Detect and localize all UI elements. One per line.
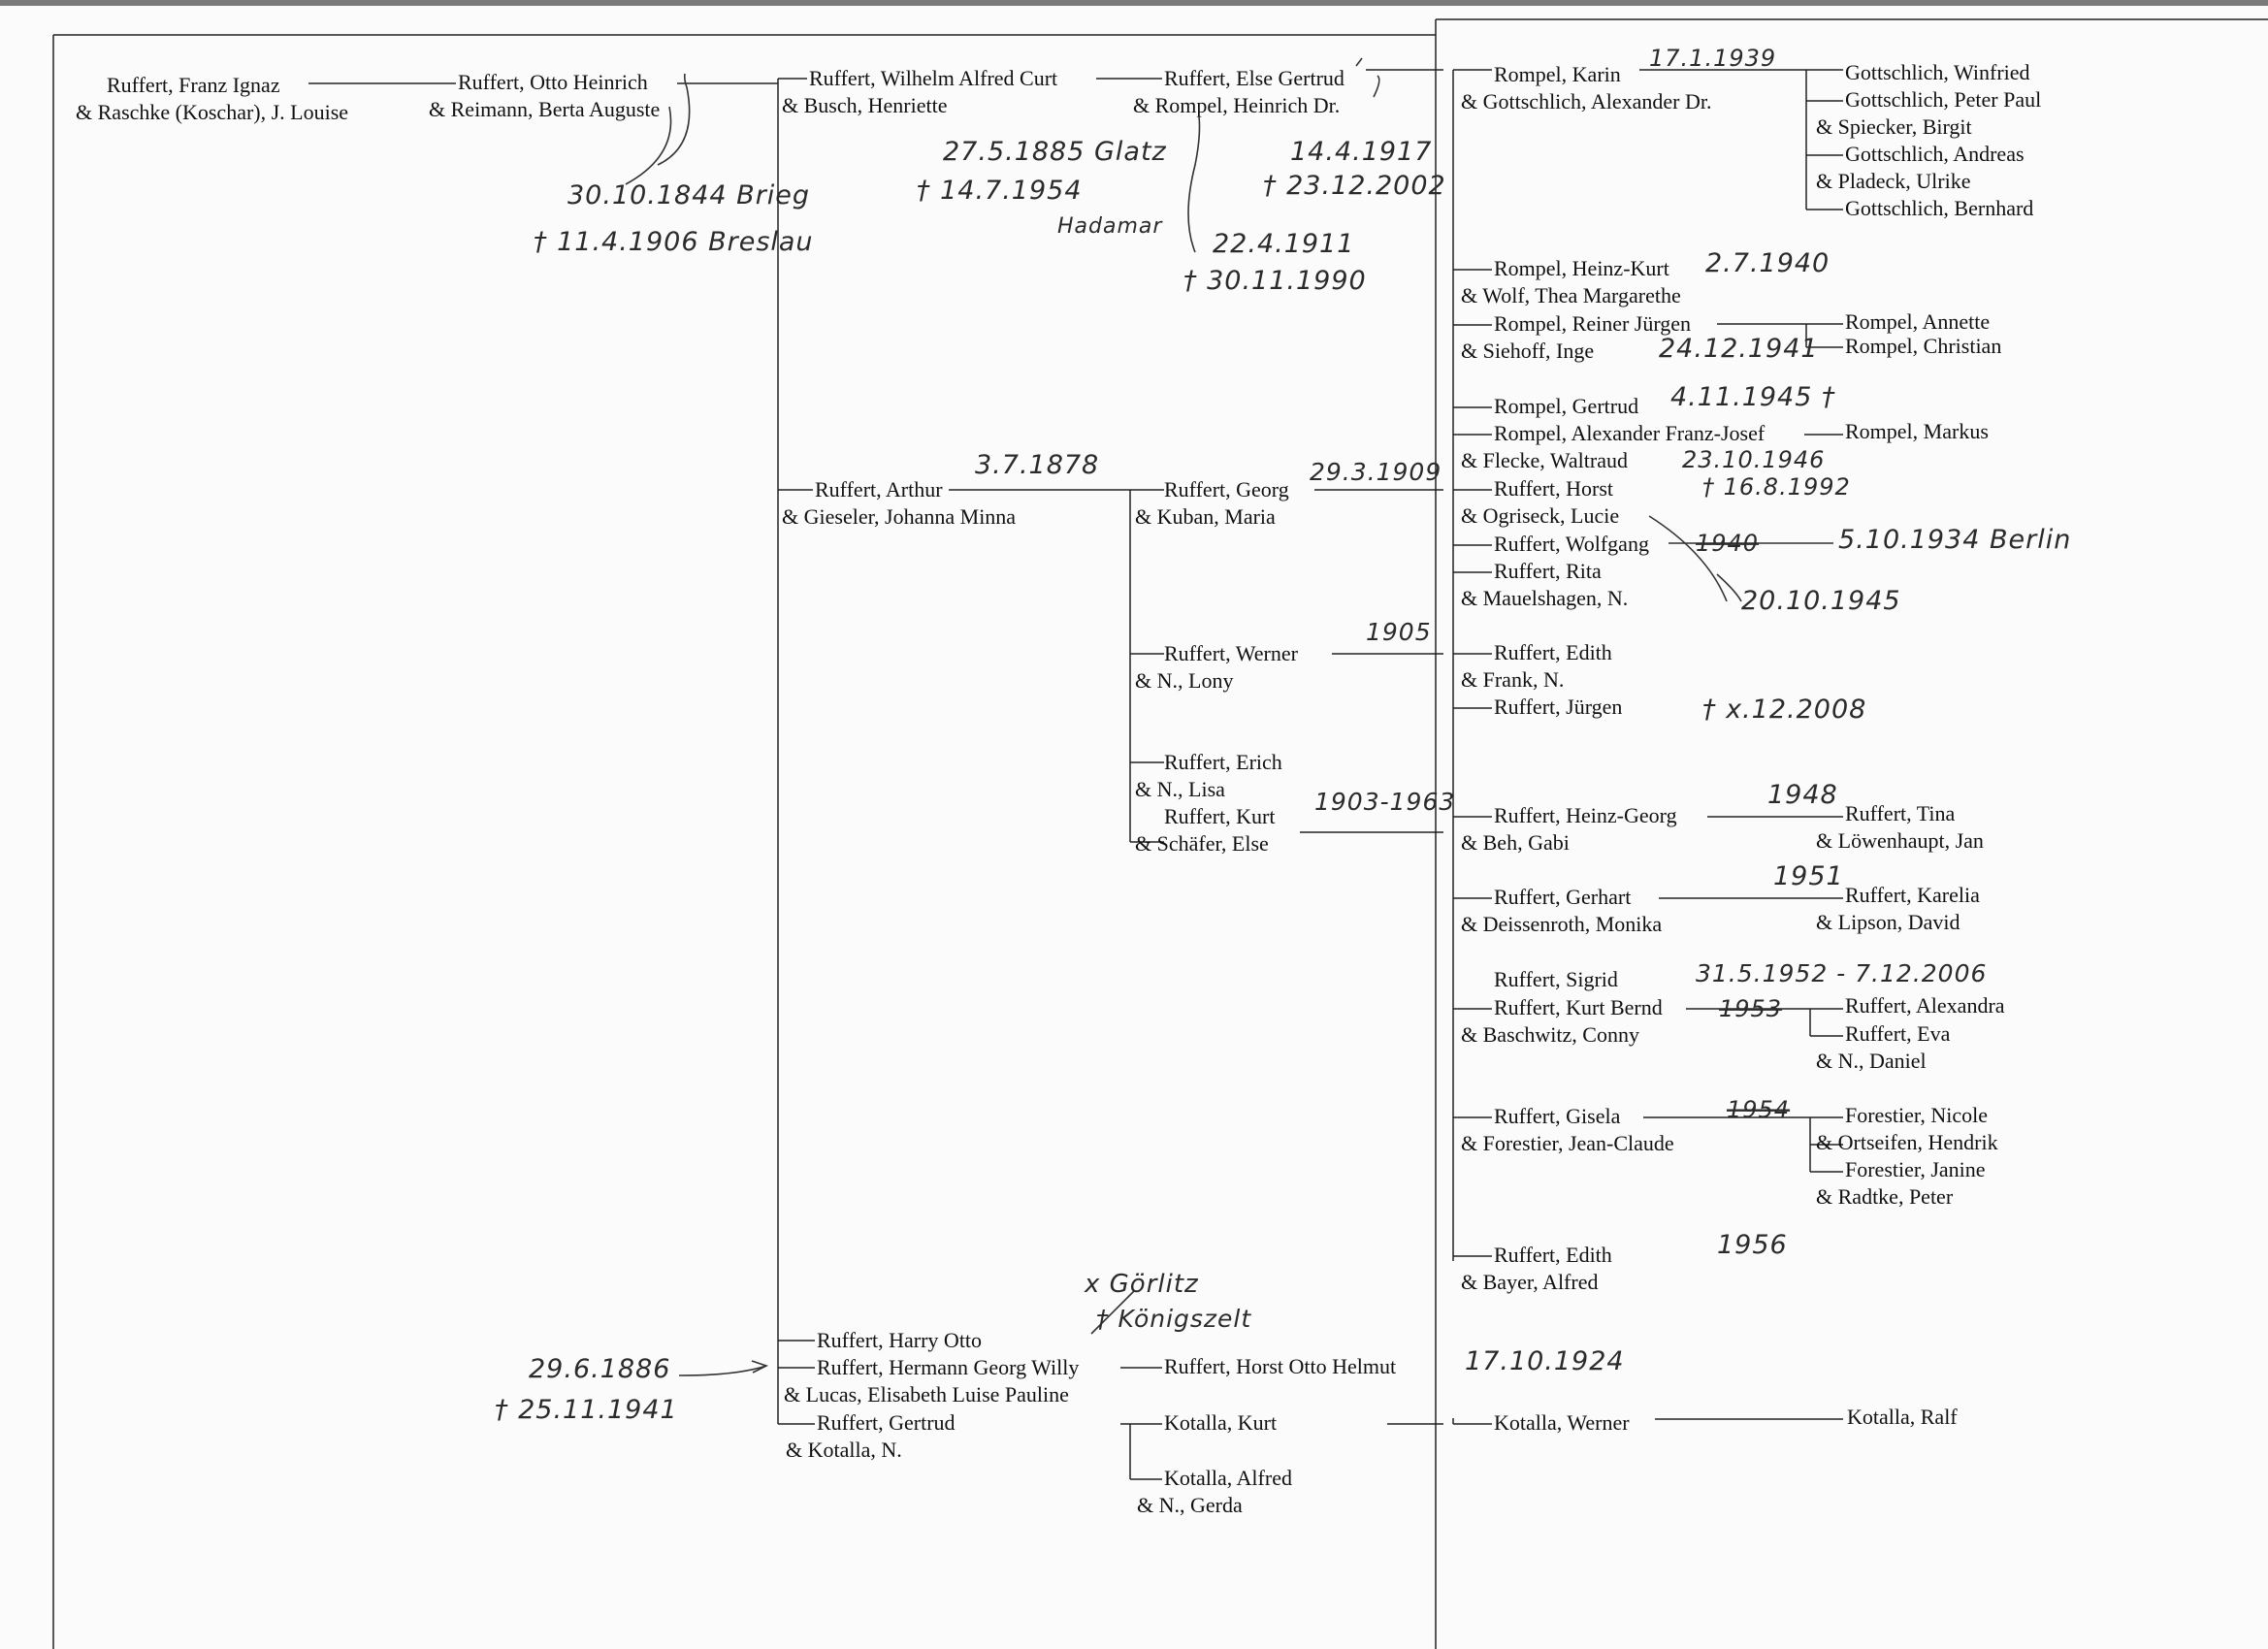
spouse-else-row: & Rompel, Heinrich Dr. bbox=[1133, 93, 1341, 117]
name-alfredk-row bbox=[1164, 1466, 1292, 1490]
spouse-else: Rompel, Heinrich Dr. bbox=[1154, 93, 1341, 117]
spouse-nicole: Ortseifen, Hendrik bbox=[1837, 1130, 1998, 1154]
note-hermann-death: † 25.11.1941 bbox=[495, 1395, 678, 1425]
name-harry-row bbox=[817, 1328, 982, 1352]
name-winfried-row bbox=[1845, 60, 2030, 84]
note-heinrich-birth: 22.4.1911 bbox=[1213, 229, 1355, 259]
name-gerhart: Ruffert, Gerhart bbox=[1494, 885, 1632, 909]
name-franz: Ruffert, Franz Ignaz bbox=[107, 73, 280, 97]
name-kurtbernd-row bbox=[1494, 995, 1663, 1019]
name-tina: Ruffert, Tina bbox=[1845, 801, 1956, 825]
spouse-kurtbernd: Baschwitz, Conny bbox=[1482, 1022, 1639, 1047]
name-hermann-row bbox=[817, 1355, 1079, 1379]
spouse-gisela-row: & Forestier, Jean-Claude bbox=[1461, 1131, 1674, 1155]
spouse-wilhelm: Busch, Henriette bbox=[803, 93, 948, 117]
name-sigrid: Ruffert, Sigrid bbox=[1494, 967, 1618, 991]
note-wilhelm-place: Hadamar bbox=[1057, 214, 1163, 239]
spouse-edith1-row: & Frank, N. bbox=[1461, 667, 1565, 692]
person-entries bbox=[76, 60, 2041, 1517]
spouse-erich-row: & N., Lisa bbox=[1135, 777, 1225, 801]
note-sigrid-dates: 31.5.1952 - 7.12.2006 bbox=[1696, 959, 1988, 987]
name-kurtk-row bbox=[1164, 1410, 1277, 1435]
spouse-tina-row: & Löwenhaupt, Jan bbox=[1816, 828, 1984, 853]
name-annette: Rompel, Annette bbox=[1845, 309, 1991, 334]
spouse-edith2-row: & Bayer, Alfred bbox=[1461, 1270, 1599, 1294]
spouse-otto: Reimann, Berta Auguste bbox=[450, 97, 661, 121]
name-wernerk: Kotalla, Werner bbox=[1494, 1410, 1630, 1435]
note-harry-death: † Königszelt bbox=[1096, 1305, 1252, 1333]
name-wolfgang: Ruffert, Wolfgang bbox=[1494, 532, 1649, 556]
spouse-rita-row: & Mauelshagen, N. bbox=[1461, 586, 1629, 610]
spouse-gertrud1: Kotalla, N. bbox=[807, 1438, 902, 1462]
spouse-alexfj: Flecke, Waltraud bbox=[1482, 448, 1628, 472]
name-horsto-row bbox=[1164, 1354, 1396, 1378]
name-else: Ruffert, Else Gertrud bbox=[1164, 66, 1345, 90]
note-werner-year: 1905 bbox=[1366, 618, 1432, 646]
name-eva: Ruffert, Eva bbox=[1845, 1021, 1951, 1046]
spouse-kurt-row: & Schäfer, Else bbox=[1135, 831, 1269, 856]
name-rita-row bbox=[1494, 559, 1602, 583]
name-edith1: Ruffert, Edith bbox=[1494, 640, 1612, 664]
spouse-wilhelm-row: & Busch, Henriette bbox=[782, 93, 948, 117]
note-otto-death: † 11.4.1906 Breslau bbox=[534, 227, 814, 257]
spouse-janine: Radtke, Peter bbox=[1837, 1184, 1954, 1209]
spouse-gertrud1-row: & Kotalla, N. bbox=[786, 1438, 902, 1462]
spouse-karelia-row: & Lipson, David bbox=[1816, 910, 1960, 934]
name-heinzgeorg: Ruffert, Heinz-Georg bbox=[1494, 803, 1677, 827]
name-christian: Rompel, Christian bbox=[1845, 334, 2002, 358]
name-hermann: Ruffert, Hermann Georg Willy bbox=[817, 1355, 1080, 1379]
note-otto-birth: 30.10.1844 Brieg bbox=[567, 180, 811, 210]
name-peterpaul: Gottschlich, Peter Paul bbox=[1845, 87, 2042, 112]
note-juergen-death: † x.12.2008 bbox=[1702, 695, 1867, 725]
name-alexfj-row bbox=[1494, 421, 1766, 445]
spouse-otto-row: & Reimann, Berta Auguste bbox=[429, 97, 661, 121]
name-andreas: Gottschlich, Andreas bbox=[1845, 142, 2025, 166]
spouse-edith2: Bayer, Alfred bbox=[1482, 1270, 1599, 1294]
name-gertrudr-row bbox=[1494, 394, 1638, 418]
name-alexandra-row bbox=[1845, 993, 2005, 1018]
name-bernhard: Gottschlich, Bernhard bbox=[1845, 196, 2034, 220]
name-sigrid-row bbox=[1494, 967, 1618, 991]
spouse-gerhart-row: & Deissenroth, Monika bbox=[1461, 912, 1663, 936]
spouse-alfredk-row: & N., Gerda bbox=[1137, 1493, 1243, 1517]
name-kurtbernd: Ruffert, Kurt Bernd bbox=[1494, 995, 1663, 1019]
spouse-georg-row: & Kuban, Maria bbox=[1135, 504, 1276, 529]
name-gertrud1-row bbox=[817, 1410, 956, 1435]
spouse-rita: Mauelshagen, N. bbox=[1482, 586, 1629, 610]
spouse-werner-row: & N., Lony bbox=[1135, 668, 1234, 693]
note-hermann-birth: 29.6.1886 bbox=[529, 1354, 671, 1384]
name-annette-row bbox=[1845, 309, 1990, 334]
spouse-peterpaul: Spiecker, Birgit bbox=[1837, 114, 1972, 139]
name-otto: Ruffert, Otto Heinrich bbox=[458, 70, 648, 94]
note-horst-birth: 5.10.1934 Berlin bbox=[1838, 525, 2072, 555]
spouse-franz-row: & Raschke (Koschar), J. Louise bbox=[76, 100, 349, 124]
spouse-tina: Löwenhaupt, Jan bbox=[1837, 828, 1984, 853]
spouse-franz: Raschke (Koschar), J. Louise bbox=[97, 100, 349, 124]
spouse-arthur-row: & Gieseler, Johanna Minna bbox=[782, 504, 1017, 529]
note-kurt-years: 1903-1963 bbox=[1314, 788, 1456, 816]
name-markus-row bbox=[1845, 419, 1989, 443]
name-horst: Ruffert, Horst bbox=[1494, 476, 1614, 501]
name-ralf: Kotalla, Ralf bbox=[1847, 1405, 1958, 1429]
name-gisela: Ruffert, Gisela bbox=[1494, 1104, 1621, 1128]
spouse-eva: N., Daniel bbox=[1837, 1049, 1927, 1073]
spouse-werner: N., Lony bbox=[1156, 668, 1234, 693]
name-alfredk: Kotalla, Alfred bbox=[1164, 1466, 1292, 1490]
name-heinzkurt-row bbox=[1494, 256, 1669, 280]
name-harry: Ruffert, Harry Otto bbox=[817, 1328, 983, 1352]
note-wilhelm-birth: 27.5.1885 Glatz bbox=[943, 137, 1167, 167]
name-werner: Ruffert, Werner bbox=[1164, 641, 1298, 665]
spouse-heinzkurt: Wolf, Thea Margarethe bbox=[1482, 283, 1681, 307]
name-wilhelm-row bbox=[809, 66, 1057, 90]
name-gertrud1: Ruffert, Gertrud bbox=[817, 1410, 956, 1435]
name-nicole: Forestier, Nicole bbox=[1845, 1103, 1988, 1127]
spouse-karin: Gottschlich, Alexander Dr. bbox=[1482, 89, 1712, 113]
name-gertrudr: Rompel, Gertrud bbox=[1494, 394, 1639, 418]
spouse-kurt: Schäfer, Else bbox=[1156, 831, 1269, 856]
name-karin: Rompel, Karin bbox=[1494, 62, 1621, 86]
spouse-karelia: Lipson, David bbox=[1837, 910, 1960, 934]
name-heinzkurt: Rompel, Heinz-Kurt bbox=[1494, 256, 1669, 280]
name-ralf-row bbox=[1847, 1405, 1958, 1429]
spouse-kurtbernd-row: & Baschwitz, Conny bbox=[1461, 1022, 1639, 1047]
spouse-heinzgeorg-row: & Beh, Gabi bbox=[1461, 830, 1570, 855]
note-gertrudr-birth: 4.11.1945 † bbox=[1670, 382, 1836, 412]
name-karin-row bbox=[1494, 62, 1621, 86]
note-horsto-birth: 17.10.1924 bbox=[1465, 1346, 1625, 1376]
spouse-andreas-row: & Pladeck, Ulrike bbox=[1816, 169, 1971, 193]
name-wilhelm: Ruffert, Wilhelm Alfred Curt bbox=[809, 66, 1058, 90]
spouse-gisela: Forestier, Jean-Claude bbox=[1482, 1131, 1674, 1155]
note-rita-birth: 20.10.1945 bbox=[1741, 586, 1901, 616]
name-karelia-row bbox=[1845, 883, 1980, 907]
name-edith2-row bbox=[1494, 1243, 1612, 1267]
name-janine-row bbox=[1845, 1157, 1986, 1181]
name-bernhard-row bbox=[1845, 196, 2033, 220]
spouse-gerhart: Deissenroth, Monika bbox=[1482, 912, 1663, 936]
note-heinrich-death: † 30.11.1990 bbox=[1183, 266, 1367, 296]
name-nicole-row bbox=[1845, 1103, 1988, 1127]
note-else-birth: 14.4.1917 bbox=[1290, 137, 1433, 167]
spouse-hermann: Lucas, Elisabeth Luise Pauline bbox=[805, 1382, 1069, 1406]
name-horsto: Ruffert, Horst Otto Helmut bbox=[1164, 1354, 1397, 1378]
spouse-edith1: Frank, N. bbox=[1482, 667, 1565, 692]
spouse-heinzgeorg: Beh, Gabi bbox=[1482, 830, 1570, 855]
spouse-alfredk: N., Gerda bbox=[1158, 1493, 1243, 1517]
name-heinzgeorg-row bbox=[1494, 803, 1677, 827]
name-erich-row bbox=[1164, 750, 1282, 774]
name-reiner-row bbox=[1494, 311, 1691, 336]
name-gisela-row bbox=[1494, 1104, 1621, 1128]
name-kurtk: Kotalla, Kurt bbox=[1164, 1410, 1278, 1435]
spouse-nicole-row: & Ortseifen, Hendrik bbox=[1816, 1130, 1998, 1154]
note-georg-birth: 29.3.1909 bbox=[1310, 458, 1442, 486]
name-andreas-row bbox=[1845, 142, 2025, 166]
name-arthur: Ruffert, Arthur bbox=[815, 477, 943, 501]
note-heinzgeorg-year: 1948 bbox=[1767, 780, 1838, 810]
note-reiner-birth: 24.12.1941 bbox=[1659, 334, 1819, 364]
name-franz-row bbox=[107, 73, 280, 97]
note-gisela-year: 1954 bbox=[1727, 1096, 1791, 1123]
name-alexandra: Ruffert, Alexandra bbox=[1845, 993, 2005, 1018]
name-gerhart-row bbox=[1494, 885, 1631, 909]
spouse-peterpaul-row: & Spiecker, Birgit bbox=[1816, 114, 1972, 139]
name-else-row bbox=[1164, 66, 1345, 90]
note-arthur-birth: 3.7.1878 bbox=[975, 450, 1100, 480]
note-wolfgang-year: 1940 bbox=[1696, 530, 1760, 557]
spouse-georg: Kuban, Maria bbox=[1156, 504, 1276, 529]
name-tina-row bbox=[1845, 801, 1956, 825]
spouse-heinzkurt-row: & Wolf, Thea Margarethe bbox=[1461, 283, 1681, 307]
name-edith2: Ruffert, Edith bbox=[1494, 1243, 1612, 1267]
name-markus: Rompel, Markus bbox=[1845, 419, 1989, 443]
name-winfried: Gottschlich, Winfried bbox=[1845, 60, 2030, 84]
spouse-alexfj-row: & Flecke, Waltraud bbox=[1461, 448, 1628, 472]
name-reiner: Rompel, Reiner Jürgen bbox=[1494, 311, 1692, 336]
name-alexfj: Rompel, Alexander Franz-Josef bbox=[1494, 421, 1766, 445]
spouse-horst-row: & Ogriseck, Lucie bbox=[1461, 503, 1620, 528]
handwritten-annotations bbox=[495, 45, 2071, 1425]
spouse-erich: N., Lisa bbox=[1156, 777, 1225, 801]
scan-edge bbox=[0, 0, 2268, 6]
name-erich: Ruffert, Erich bbox=[1164, 750, 1282, 774]
spouse-reiner: Siehoff, Inge bbox=[1482, 339, 1595, 363]
spouse-arthur: Gieseler, Johanna Minna bbox=[803, 504, 1017, 529]
name-arthur-row bbox=[815, 477, 943, 501]
name-juergen: Ruffert, Jürgen bbox=[1494, 695, 1623, 719]
note-heinzkurt-birth: 2.7.1940 bbox=[1705, 248, 1831, 278]
spouse-eva-row: & N., Daniel bbox=[1816, 1049, 1927, 1073]
name-karelia: Ruffert, Karelia bbox=[1845, 883, 1980, 907]
note-gerhart-year: 1951 bbox=[1773, 861, 1844, 891]
name-werner-row bbox=[1164, 641, 1299, 665]
name-rita: Ruffert, Rita bbox=[1494, 559, 1602, 583]
spouse-karin-row: & Gottschlich, Alexander Dr. bbox=[1461, 89, 1712, 113]
name-edith1-row bbox=[1494, 640, 1612, 664]
name-peterpaul-row bbox=[1845, 87, 2041, 112]
name-juergen-row bbox=[1494, 695, 1622, 719]
name-kurt: Ruffert, Kurt bbox=[1164, 804, 1276, 828]
spouse-horst: Ogriseck, Lucie bbox=[1482, 503, 1620, 528]
note-else-death: † 23.12.2002 bbox=[1263, 171, 1446, 201]
name-janine: Forestier, Janine bbox=[1845, 1157, 1986, 1181]
name-otto-row bbox=[458, 70, 648, 94]
name-georg-row bbox=[1164, 477, 1289, 501]
spouse-janine-row: & Radtke, Peter bbox=[1816, 1184, 1954, 1209]
name-wolfgang-row bbox=[1494, 532, 1649, 556]
name-wernerk-row bbox=[1494, 1410, 1630, 1435]
note-harry-birth: x Görlitz bbox=[1085, 1270, 1199, 1299]
name-horst-row bbox=[1494, 476, 1613, 501]
note-wilhelm-death: † 14.7.1954 bbox=[917, 176, 1083, 206]
note-kurtbernd-year: 1953 bbox=[1719, 995, 1783, 1022]
note-alexfj-death: † 16.8.1992 bbox=[1702, 473, 1851, 501]
spouse-andreas: Pladeck, Ulrike bbox=[1837, 169, 1971, 193]
name-georg: Ruffert, Georg bbox=[1164, 477, 1289, 501]
spouse-reiner-row: & Siehoff, Inge bbox=[1461, 339, 1595, 363]
spouse-hermann-row: & Lucas, Elisabeth Luise Pauline bbox=[784, 1382, 1069, 1406]
note-alexfj-birth: 23.10.1946 bbox=[1682, 446, 1826, 473]
note-edith2-year: 1956 bbox=[1717, 1230, 1788, 1260]
name-eva-row bbox=[1845, 1021, 1951, 1046]
name-kurt-row bbox=[1164, 804, 1275, 828]
name-christian-row bbox=[1845, 334, 2001, 358]
note-karin-birth: 17.1.1939 bbox=[1649, 45, 1777, 72]
